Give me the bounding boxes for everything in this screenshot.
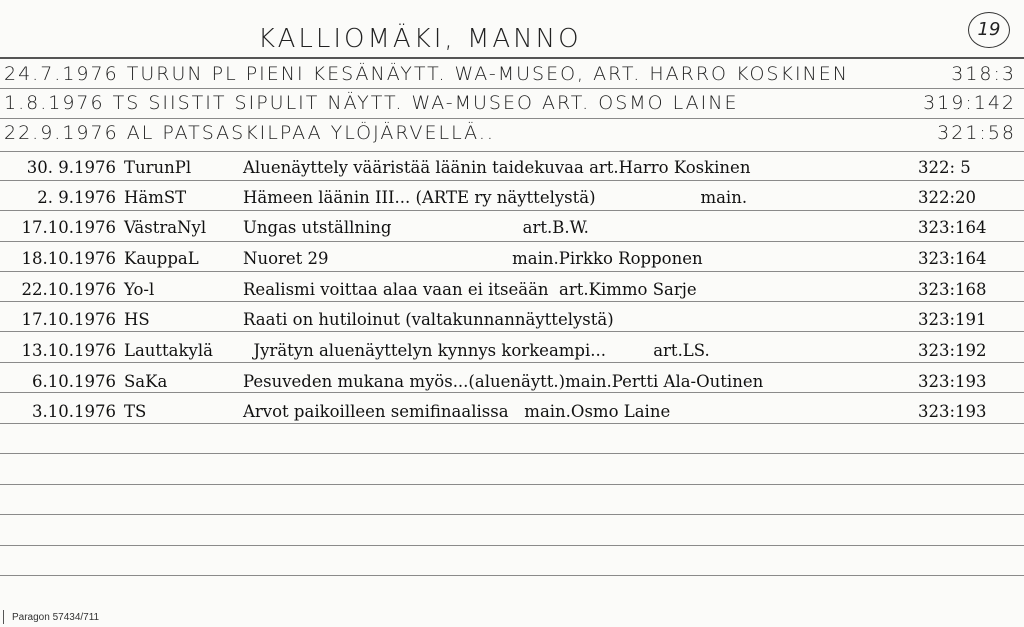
entry-text: Pesuveden mukana myös...(aluenäytt.)main.Pertti Ala-Outinen: [243, 372, 764, 391]
entry-paper: SaKa: [124, 372, 168, 391]
handwritten-row: [0, 119, 1024, 149]
entry-paper: VästraNyl: [124, 218, 207, 237]
entry-text: Realismi voittaa alaa vaan ei itseään art.Kimmo Sarje: [243, 280, 697, 299]
entry-text: Ungas utställning art.B.W.: [243, 218, 589, 237]
entry-date: 3.10.1976: [32, 402, 116, 421]
row-rule: [0, 241, 1024, 242]
entry-paper: Yo-l: [124, 280, 155, 299]
entry-date: 17.10.1976: [21, 310, 116, 329]
row-rule: [0, 301, 1024, 302]
entry-ref: 323:191: [918, 310, 987, 329]
entry-date: 18.10.1976: [21, 249, 116, 268]
entry-ref: 323:168: [918, 280, 987, 299]
handwritten-entry: 1.8.1976 TS SIISTIT SIPULIT NÄYTT. WA-MUSEO ART. OSMO LAINE: [4, 92, 739, 114]
row-rule: [0, 180, 1024, 181]
entry-paper: HämST: [124, 188, 187, 207]
row-rule: [0, 210, 1024, 211]
typed-row: [0, 244, 1024, 274]
typed-row: [0, 213, 1024, 243]
entry-date: 13.10.1976: [21, 341, 116, 360]
entry-text: Nuoret 29 main.Pirkko Ropponen: [243, 249, 703, 268]
typed-row: [0, 183, 1024, 213]
handwritten-row: [0, 89, 1024, 119]
empty-rule: [0, 575, 1024, 576]
header-rule: [0, 57, 1024, 59]
printer-imprint: Paragon 57434/711: [12, 612, 100, 623]
entry-ref: 322:20: [918, 188, 977, 207]
entry-text: Arvot paikoilleen semifinaalissa main.Osmo Laine: [243, 402, 671, 421]
entry-date: 30. 9.1976: [26, 158, 116, 177]
card-number-circle: 19: [968, 12, 1010, 48]
row-rule: [0, 392, 1024, 393]
entry-text: Aluenäyttely vääristää läänin taidekuvaa art.Harro Koskinen: [243, 158, 751, 177]
entry-ref: 323:192: [918, 341, 987, 360]
entry-paper: TurunPl: [124, 158, 192, 177]
row-rule: [0, 271, 1024, 272]
empty-rule: [0, 514, 1024, 515]
empty-rule: [0, 545, 1024, 546]
card-title: KALLIOMÄKI, MANNO: [258, 24, 582, 54]
entry-ref: 323:164: [918, 249, 987, 268]
handwritten-ref: 318:3: [951, 63, 1016, 85]
row-rule: [0, 151, 1024, 152]
entry-ref: 323:164: [918, 218, 987, 237]
entry-date: 6.10.1976: [32, 372, 116, 391]
entry-ref: 322: 5: [918, 158, 971, 177]
handwritten-row: [0, 60, 1024, 90]
row-rule: [0, 331, 1024, 332]
entry-text: Jyrätyn aluenäyttelyn kynnys korkeampi... art.LS.: [243, 341, 710, 360]
entry-text: Hämeen läänin III... (ARTE ry näyttelystä) main.: [243, 188, 748, 207]
entry-ref: 323:193: [918, 372, 987, 391]
empty-rule: [0, 484, 1024, 485]
entry-ref: 323:193: [918, 402, 987, 421]
entry-date: 22.10.1976: [21, 280, 116, 299]
handwritten-ref: 319:142: [923, 92, 1016, 114]
handwritten-ref: 321:58: [937, 122, 1016, 144]
row-rule: [0, 362, 1024, 363]
entry-paper: HS: [124, 310, 150, 329]
entry-date: 2. 9.1976: [37, 188, 116, 207]
entry-paper: Lauttakylä: [124, 341, 213, 360]
footer-divider: [3, 610, 4, 624]
row-rule: [0, 423, 1024, 424]
empty-rule: [0, 453, 1024, 454]
handwritten-entry: 24.7.1976 TURUN PL PIENI KESÄNÄYTT. WA-MUSEO, ART. HARRO KOSKINEN: [4, 63, 849, 85]
typed-row: [0, 153, 1024, 183]
entry-paper: KauppaL: [124, 249, 199, 268]
entry-date: 17.10.1976: [21, 218, 116, 237]
handwritten-entry: 22.9.1976 AL PATSASKILPAA YLÖJÄRVELLÄ..: [4, 122, 495, 144]
entry-text: Raati on hutiloinut (valtakunnannäyttelystä): [243, 310, 614, 329]
entry-paper: TS: [124, 402, 147, 421]
